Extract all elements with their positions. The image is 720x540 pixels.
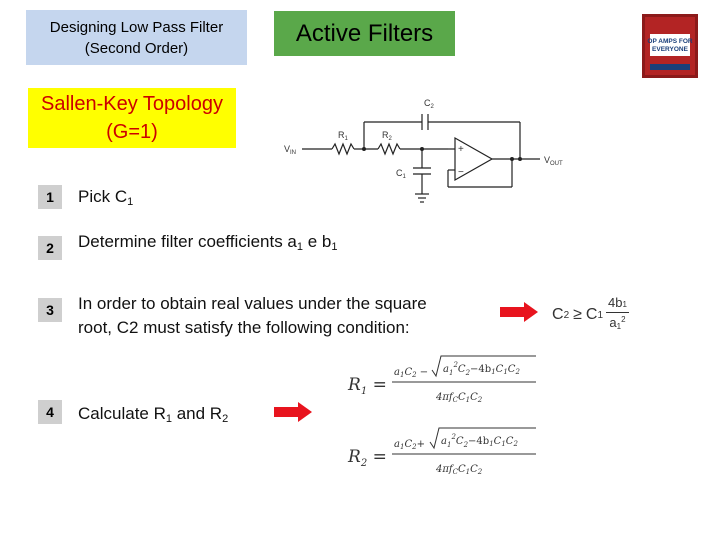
book-cover-image <box>642 14 698 78</box>
r2-formula-lhs: $R_2$ = <box>348 447 387 469</box>
title-box <box>26 10 247 65</box>
step-2-badge: 2 <box>38 236 62 260</box>
op-amp-plus-label: + <box>458 144 464 155</box>
active-filters-label: Active Filters <box>295 19 434 47</box>
step-1-badge: 1 <box>38 185 62 209</box>
resistor-r2 <box>378 144 400 154</box>
c1-label: $C_1$ <box>396 168 406 180</box>
step-4-text: Calculate $R_1$ and $R_2$ <box>78 404 229 425</box>
arrow-to-condition <box>500 302 538 322</box>
r1-label: $R_1$ <box>338 130 348 142</box>
vin-label: $V_{IN}$ <box>284 144 297 156</box>
title-line-2: (Second Order) <box>84 39 189 57</box>
step-1-text: Pick $C_1$ <box>78 187 134 208</box>
op-amp-minus-label: − <box>458 167 464 178</box>
book-title-line-1: OP AMPS FOR <box>647 38 693 45</box>
step-3-badge: 3 <box>38 298 62 322</box>
topology-line-1: Sallen-Key Topology <box>41 93 223 115</box>
arrow-to-r-formulas <box>274 402 312 422</box>
r1-formula-numerator: $a_1C_2$ − <box>394 367 429 379</box>
vout-label: $V_{OUT}$ <box>544 155 563 167</box>
topology-box <box>28 88 236 148</box>
active-filters-box <box>274 11 455 56</box>
c2-label: $C_2$ <box>424 98 434 110</box>
topology-line-2: (G=1) <box>106 121 158 143</box>
r1-formula <box>344 352 540 410</box>
step-2-text: Determine filter coefficients $a_1$ e $b_1$ <box>78 232 338 253</box>
step-3-text: In order to obtain real values under the square root, C2 must satisfy the following condition: <box>78 294 427 337</box>
r1-formula-denominator: $4\pi f_CC_1C_2$ <box>436 392 483 404</box>
resistor-r1 <box>332 144 354 154</box>
title-line-1: Designing Low Pass Filter <box>49 18 224 36</box>
step-4-badge: 4 <box>38 400 62 424</box>
sallen-key-circuit-diagram <box>280 92 580 214</box>
r1-formula-sqrt-body: $a_1^2C_2-4b_1C_1C_2$ <box>443 361 520 377</box>
r1-formula-lhs: $R_1$ = <box>348 375 387 397</box>
c2-condition-formula: C 2 ≥ C 1 4b1 $a1^2$ <box>552 295 627 331</box>
r2-formula-numerator: $a_1C_2+$ <box>394 439 425 451</box>
r2-formula-sqrt-body: $a_1^2C_2-4b_1C_1C_2$ <box>441 433 518 449</box>
book-title-line-2: EVERYONE <box>652 46 688 53</box>
r2-formula-denominator: $4\pi f_CC_1C_2$ <box>436 464 483 476</box>
r2-label: $R_2$ <box>382 130 392 142</box>
r2-formula <box>344 424 540 482</box>
